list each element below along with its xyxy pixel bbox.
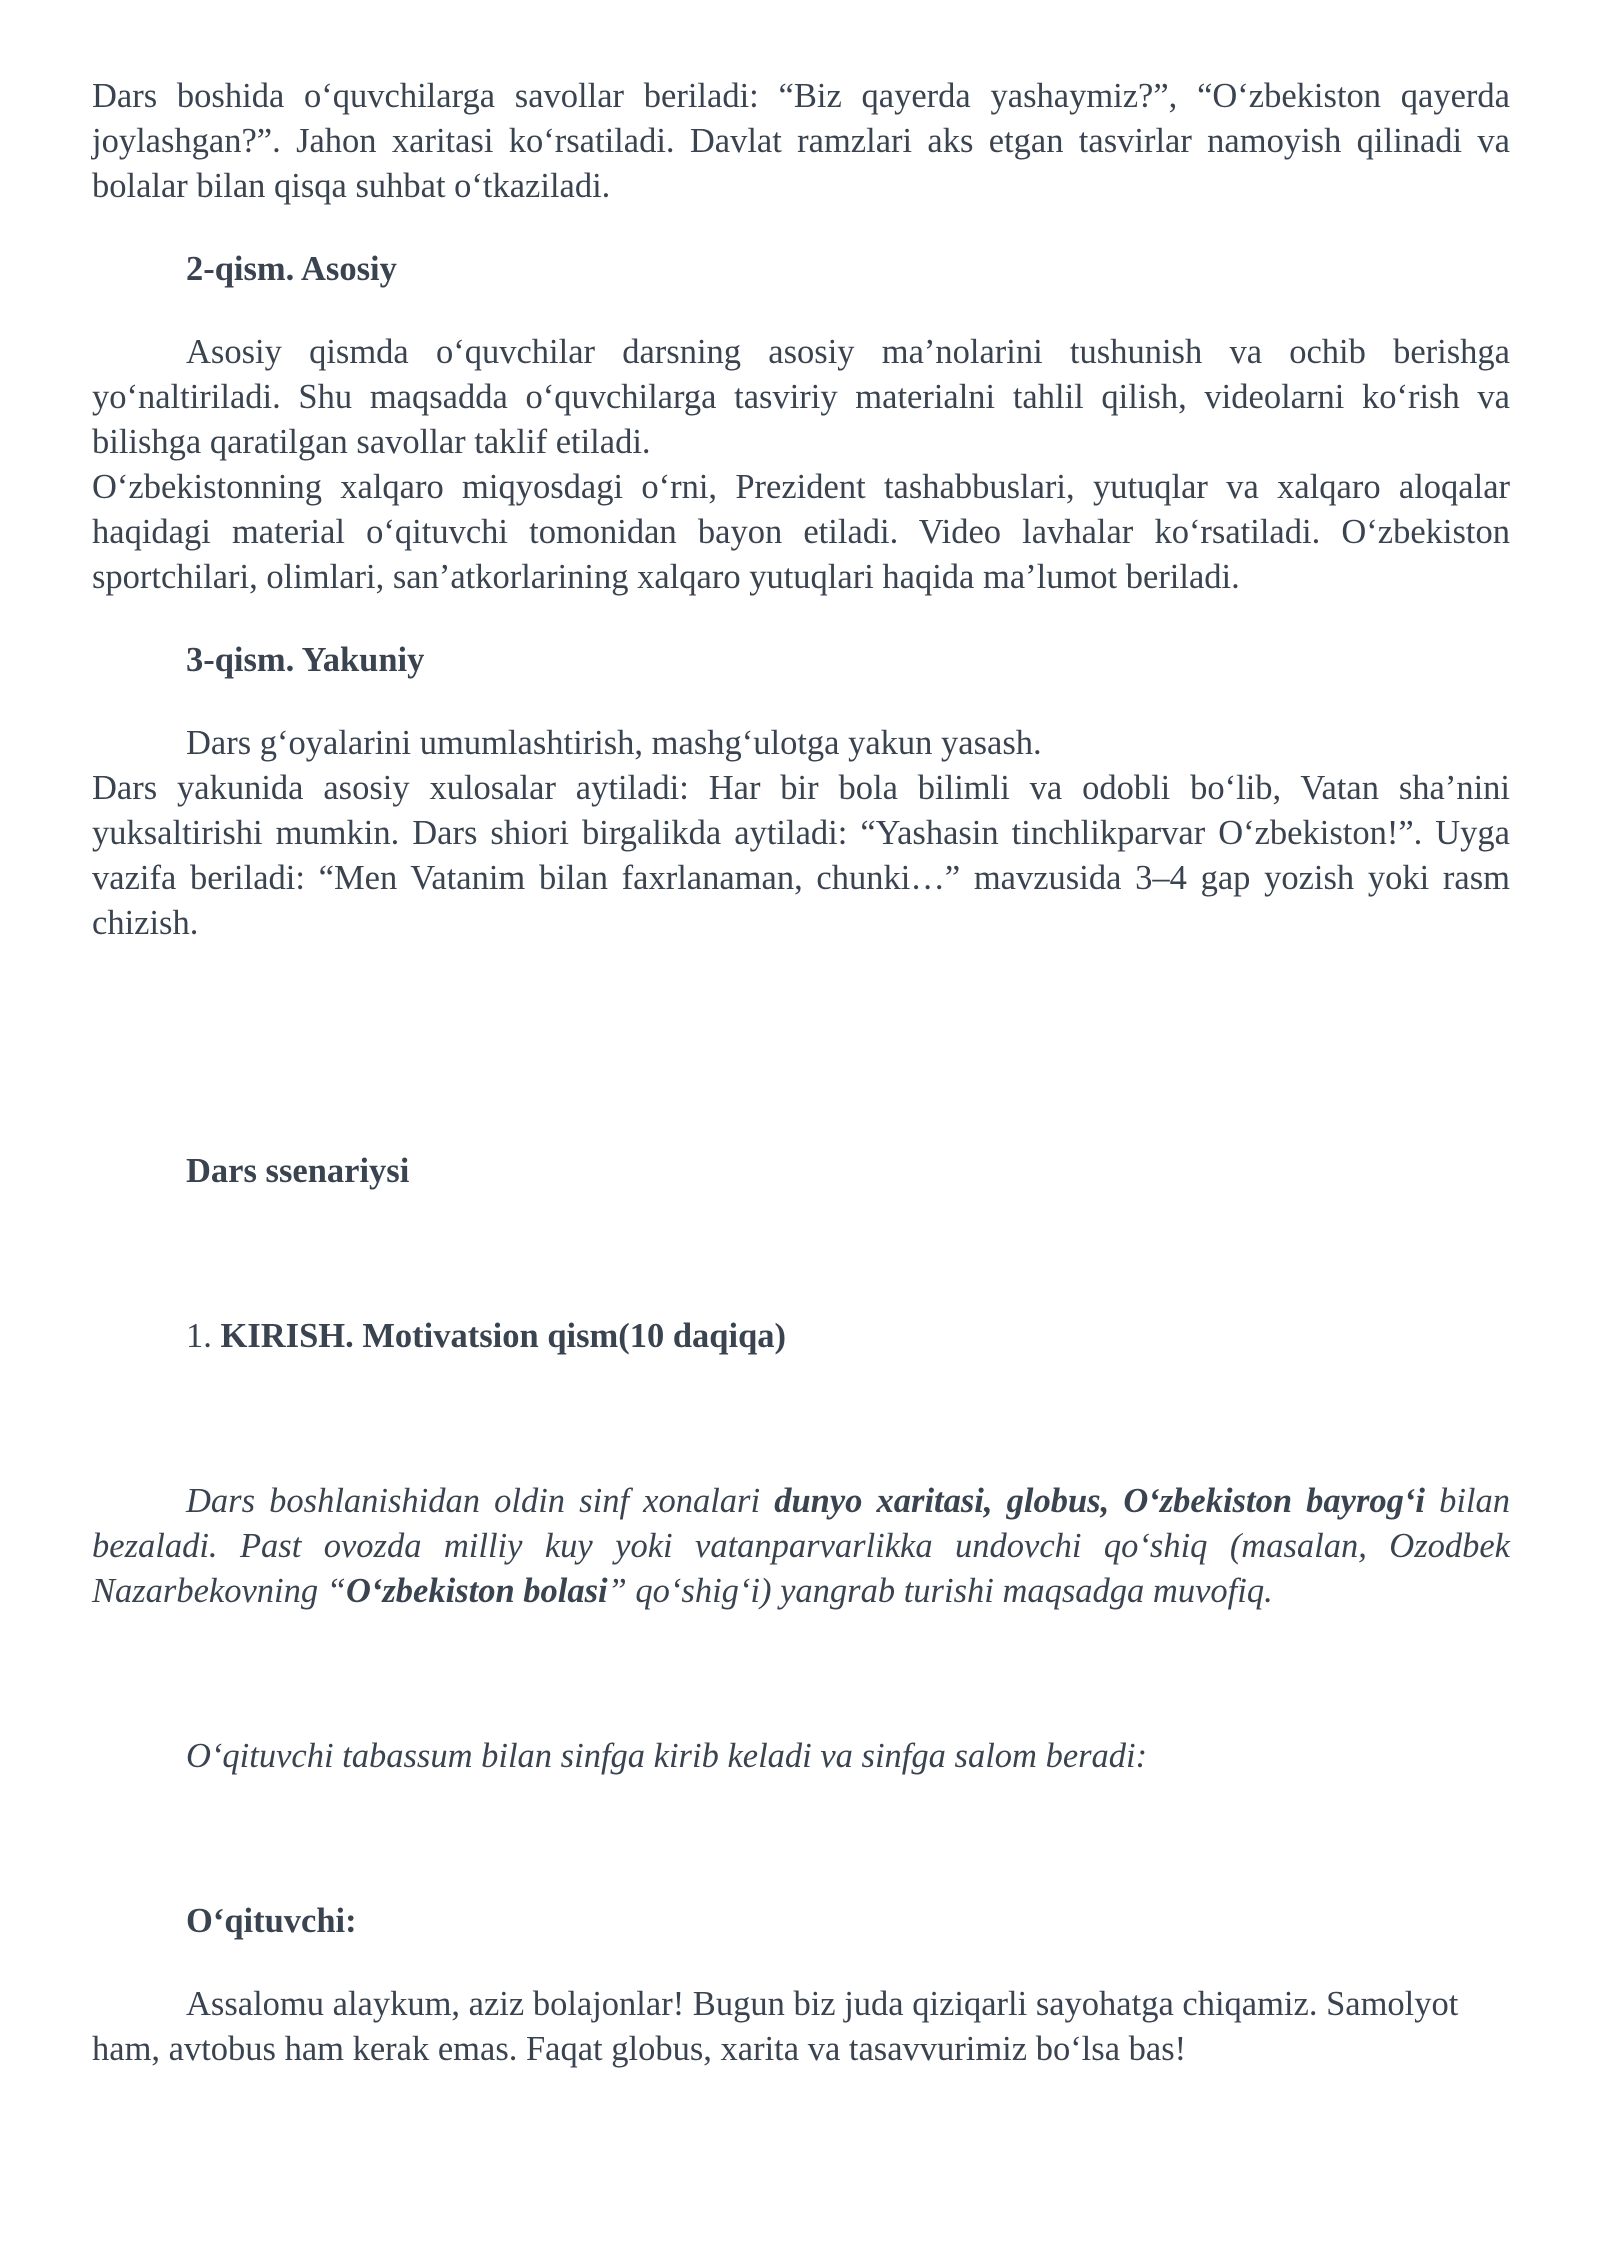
decor-text-3: ” qo‘shig‘i) yangrab turishi maqsadga muvofiq. [607,1572,1273,1610]
decor-bold-2: O‘zbekiston bolasi [345,1572,608,1610]
document-page [92,74,1510,2072]
teacher-speech: Assalomu alaykum, aziz bolajonlar! Bugun biz juda qiziqarli sayohatga chiqamiz. Samolyot ham, avtobus ham kerak emas. Faqat globus, xarita va tasavvurimiz bo‘lsa bas! [92,1985,1459,2068]
decor-text-2: bilan bezaladi. Past ovozda milliy kuy yoki vatanparvarlikka undovchi qo‘shiq (masalan, Ozodbek Nazarbekovning “ [92,1482,1511,1610]
part2-paragraph-1: Asosiy qismda o‘quvchilar darsning asosiy ma’nolarini tushunish va ochib berishga yo‘naltiriladi. Shu maqsadda o‘quvchilarga tasviriy materialni tahlil qilish, videolarni ko‘rish va bilishga qaratilgan savollar taklif etiladi. [92,333,1510,461]
part3-paragraph-1: Dars g‘oyalarini umumlashtirish, mashg‘ulotga yakun yasash. [186,724,1042,762]
decor-bold-1: dunyo xaritasi, globus, O‘zbekiston bayrog‘i [774,1482,1425,1520]
section1-heading [92,1314,1510,1359]
decor-paragraph [92,1479,1510,1614]
scenario-heading: Dars ssenariysi [186,1152,410,1190]
part2-heading: 2-qism. Asosiy [186,250,397,288]
part3-heading: 3-qism. Yakuniy [186,641,425,679]
intro-paragraph: Dars boshida o‘quvchilarga savollar beriladi: “Biz qayerda yashaymiz?”, “O‘zbekiston qayerda joylashgan?”. Jahon xaritasi ko‘rsatiladi. Davlat ramzlari aks etgan tasvirlar namoyish qilinadi va bolalar bilan qisqa suhbat o‘tkaziladi. [92,77,1510,205]
section1-number: 1. [186,1317,221,1355]
decor-text-1: Dars boshlanishidan oldin sinf xonalari [186,1482,775,1520]
part2-paragraph-2: O‘zbekistonning xalqaro miqyosdagi o‘rni, Prezident tashabbuslari, yutuqlar va xalqaro aloqalar haqidagi material o‘qituvchi tomonidan bayon etiladi. Video lavhalar ko‘rsatiladi. O‘zbekiston sportchilari, olimlari, san’atkorlarining xalqaro yutuqlari haqida ma’lumot beriladi. [92,468,1510,596]
part3-paragraph-2: Dars yakunida asosiy xulosalar aytiladi: Har bir bola bilimli va odobli bo‘lib, Vatan sha’nini yuksaltirishi mumkin. Dars shiori birgalikda aytiladi: “Yashasin tinchlikparvar O‘zbekiston!”. Uyga vazifa beriladi: “Men Vatanim bilan faxrlanaman, chunki…” mavzusida 3–4 gap yozish yoki rasm chizish. [92,769,1510,942]
section1-title: KIRISH. Motivatsion qism(10 daqiqa) [220,1317,787,1355]
teacher-label: O‘qituvchi: [186,1902,357,1940]
teacher-enters-text: O‘qituvchi tabassum bilan sinfga kirib keladi va sinfga salom beradi: [186,1737,1148,1775]
